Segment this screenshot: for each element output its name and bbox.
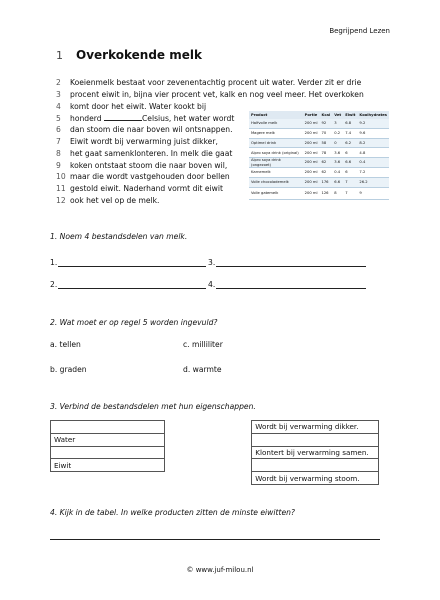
- option-c[interactable]: c. milliliter: [183, 340, 223, 349]
- text-line: 8 het gaat samenklonteren. In melk die gaat: [56, 148, 233, 158]
- answer-4-line[interactable]: [216, 287, 366, 289]
- text-line: 10 maar die wordt vastgehouden door bellen: [56, 172, 230, 182]
- question-4: 4. Kijk in de tabel. In welke producten zitten de minste eiwitten?: [50, 508, 295, 517]
- table-row: Volle chocolademelk 200 ml 176 6.6 7 26.2: [249, 177, 389, 187]
- table-row: Magere melk 200 ml 70 0.2 7.4 9.6: [249, 128, 389, 138]
- matching-right-cell[interactable]: Wordt bij verwarming stoom.: [252, 472, 379, 485]
- answer-2-label: 2.: [50, 280, 58, 289]
- table-row: Volle gatemelk 200 ml 126 8 7 9: [249, 187, 389, 199]
- table-header-row: Product Portie Kcal Vet Eiwit Koolhydrates: [249, 111, 389, 119]
- matching-right-cell[interactable]: Wordt bij verwarming dikker.: [252, 421, 379, 434]
- text-line: 2 Koeienmelk bestaat voor zevenentachtig procent uit water. Verder zit er drie: [56, 78, 362, 87]
- answer-3-line[interactable]: [216, 265, 366, 267]
- text-line: 12 ook het vel op de melk.: [56, 195, 160, 205]
- text-line: 6 dan stoom die naar boven wil ontsnappen.: [56, 125, 233, 135]
- option-d[interactable]: d. warmte: [183, 365, 222, 374]
- question-2: 2. Wat moet er op regel 5 worden ingevuld?: [50, 318, 218, 327]
- table-row: Alpro soya drink (original) 200 ml 78 3.6 6 4.8: [249, 148, 389, 158]
- matching-table: [50, 420, 379, 485]
- header-subject: Begrijpend Lezen: [329, 27, 390, 35]
- table-row: Karnemelk 200 ml 62 0.4 6 7.2: [249, 168, 389, 178]
- text-line: 11 gestold eiwit. Naderhand vormt dit eiwit: [56, 184, 223, 194]
- matching-left-cell[interactable]: [51, 421, 165, 434]
- table-row: Halfvolle melk 200 ml 92 3 6.8 9.2: [249, 119, 389, 128]
- matching-right-cell[interactable]: [252, 433, 379, 446]
- answer-q4-line[interactable]: [50, 538, 380, 540]
- answer-1-label: 1.: [50, 258, 58, 267]
- page-title: [56, 48, 202, 62]
- answer-2-line[interactable]: [58, 287, 206, 289]
- option-a[interactable]: a. tellen: [50, 340, 81, 349]
- text-line: 7 Eiwit wordt bij verwarming juist dikker,: [56, 136, 218, 146]
- text-line: 3 procent eiwit in, bijna vier procent vet, kalk en nog veel meer. Het overkoken: [56, 89, 364, 99]
- question-3: 3. Verbind de bestandsdelen met hun eigenschappen.: [50, 402, 256, 411]
- text-line: 9 koken ontstaat stoom die naar boven wil,: [56, 160, 228, 170]
- matching-right-cell[interactable]: [252, 459, 379, 472]
- title-line-number: 1: [56, 49, 63, 62]
- table-row: Alpro soya drink (ongezoet) 200 ml 62 3.6 6.6 0.4: [249, 158, 389, 168]
- matching-left-cell[interactable]: [51, 446, 165, 459]
- option-b[interactable]: b. graden: [50, 365, 87, 374]
- text-line: 5 honderd Celsius, het water wordt: [56, 114, 235, 124]
- answer-1-line[interactable]: [58, 265, 206, 267]
- matching-left-cell[interactable]: Eiwit: [51, 459, 165, 472]
- nutrition-table: [249, 111, 389, 200]
- answer-4-label: 4.: [208, 280, 216, 289]
- fill-in-blank[interactable]: [104, 112, 142, 121]
- title-text: Overkokende melk: [76, 48, 202, 62]
- text-line: 4 komt door het eiwit. Water kookt bij: [56, 101, 207, 111]
- footer-copyright: © www.juf-milou.nl: [186, 566, 254, 574]
- question-1: 1. Noem 4 bestandsdelen van melk.: [50, 232, 188, 241]
- answer-3-label: 3.: [208, 258, 216, 267]
- matching-right-cell[interactable]: Klontert bij verwarming samen.: [252, 446, 379, 459]
- table-row: Optimel drink 200 ml 58 0 6.2 8.2: [249, 138, 389, 148]
- matching-left-cell[interactable]: Water: [51, 433, 165, 446]
